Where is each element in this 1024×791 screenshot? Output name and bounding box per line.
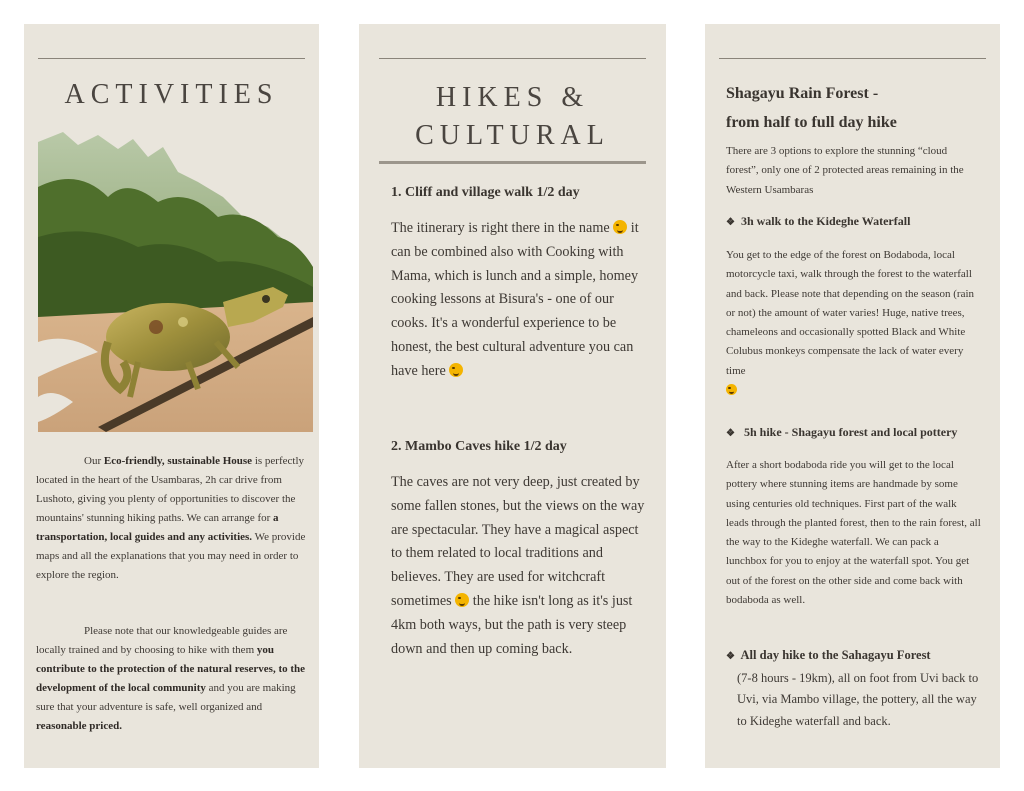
top-rule xyxy=(379,58,646,59)
bullet-icon: ❖ xyxy=(726,428,735,439)
panel-shagayu-forest xyxy=(705,24,1000,768)
hikes-title-line1: HIKES & xyxy=(435,82,590,113)
panel-activities xyxy=(24,24,319,768)
winking-face-emoji-icon xyxy=(455,593,469,607)
cliff-walk-text: The itinerary is right there in the name it can be combined also with Cooking with Mama, which is lunch and a simple, homey cooking lessons at Bisura's - one of our cooks. It's a wonderful experience to be honest, the best cultural adventure you can have here xyxy=(391,220,639,379)
option-allday-heading: ❖ All day hike to the Sahagayu Forest xyxy=(726,648,931,662)
shagayu-intro: There are 3 options to explore the stunning “cloud forest”, only one of 2 protected areas remaining in the Western Usambaras xyxy=(726,145,964,196)
option-5h-heading: ❖ 5h hike - Shagayu forest and local pottery xyxy=(726,425,958,439)
cliff-walk-heading: 1. Cliff and village walk 1/2 day xyxy=(391,185,580,200)
title-underline xyxy=(379,161,646,164)
winking-face-emoji-icon xyxy=(613,220,627,234)
option-3h-text: You get to the edge of the forest on Bodaboda, local motorcycle taxi, walk through the forest to the waterfall and back. Please note that depending on the season (rain or not) the amount of water varies! Huge, native trees, chameleons and occasionally spotted Black and White Colubus monkeys compensate the lack of water every time xyxy=(726,246,981,400)
option-3h-heading: ❖ 3h walk to the Kideghe Waterfall xyxy=(726,214,911,228)
option-allday-text: (7-8 hours - 19km), all on foot from Uvi back to Uvi, via Mambo village, the pottery, all the way to Kideghe waterfall and back. xyxy=(737,671,979,728)
top-rule xyxy=(719,58,986,59)
option-5h-text: After a short bodaboda ride you will get to the local pottery where stunning items are handmade by some using centuries old techniques. First part of the walk leads through the planted forest, then to the rain forest, all the way to the Kideghe waterfall. We can pack a lunchbox for you to enjoy at the waterfall spot. You get out of the forest on the other side and come back with bodaboda as well. xyxy=(726,459,981,607)
intro-paragraph: Our Eco-friendly, sustainable House is perfectly located in the heart of the Usambaras, 2h car drive from Lushoto, giving you plenty of opportunities to discover the mountains' stunning hiking paths. We can arrange for a transportation, local guides and any activities. We provide maps and all the explanations that you may need in order to explore the region. xyxy=(36,455,306,581)
chameleon-photo xyxy=(38,127,313,432)
shagayu-heading-line2: from half to full day hike xyxy=(726,114,897,131)
bullet-icon: ❖ xyxy=(726,651,735,662)
top-rule xyxy=(38,58,305,59)
winking-face-emoji-icon xyxy=(726,384,737,395)
shagayu-heading-line1: Shagayu Rain Forest - xyxy=(726,85,879,102)
winking-face-emoji-icon xyxy=(449,363,463,377)
hikes-title-line2: CULTURAL xyxy=(415,120,610,151)
guides-paragraph: Please note that our knowledgeable guides are locally trained and by choosing to hike with them you contribute to the protection of the natural reserves, to the development of the local community and you are making sure that your adventure is safe, well organized and reasonable priced. xyxy=(36,625,306,732)
mambo-caves-text: The caves are not very deep, just created by some fallen stones, but the views on the way are spectacular. They have a magical aspect to them related to local traditions and believes. They are used for witchcraft sometimes the hike isn't long as it's just 4km both ways, but the path is very steep down and then up coming back. xyxy=(391,474,645,657)
bullet-icon: ❖ xyxy=(726,217,735,228)
panel-hikes-cultural xyxy=(359,24,666,768)
activities-title: ACTIVITIES xyxy=(64,79,279,110)
hikes-title xyxy=(359,79,666,155)
mambo-caves-heading: 2. Mambo Caves hike 1/2 day xyxy=(391,439,567,454)
